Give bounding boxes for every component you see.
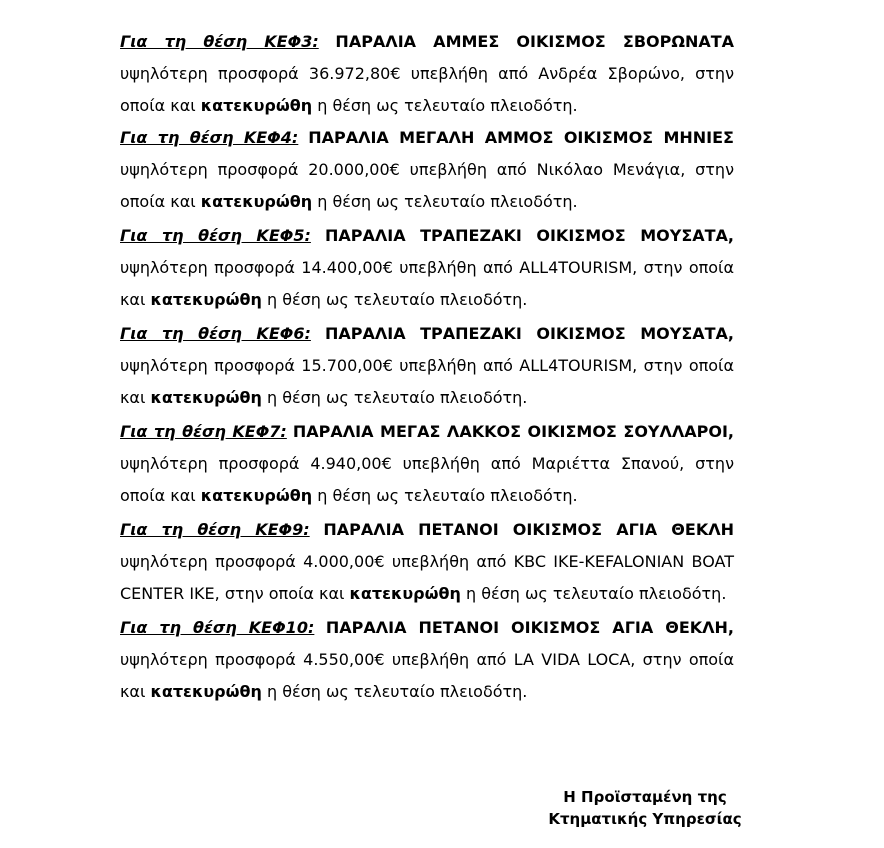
paragraph-text: υψηλότερη προσφορά 36.972,80€ υπεβλήθη από Ανδρέα Σβορώνο, στην οποία και: [120, 64, 734, 115]
keyword: κατεκυρώθη: [200, 192, 313, 211]
paragraph-kef7: [120, 416, 734, 512]
document-body: [120, 26, 734, 710]
position-label: Για τη θέση ΚΕΦ4:: [120, 128, 299, 147]
paragraph-text: υψηλότερη προσφορά 4.940,00€ υπεβλήθη από Μαριέττα Σπανού, στην οποία και: [120, 454, 734, 505]
keyword: κατεκυρώθη: [200, 486, 313, 505]
paragraph-kef10: [120, 612, 734, 708]
position-label: Για τη θέση ΚΕΦ7:: [120, 422, 287, 441]
keyword: κατεκυρώθη: [150, 682, 262, 701]
paragraph-text-end: η θέση ως τελευταίο πλειοδότη.: [261, 682, 528, 701]
position-label: Για τη θέση ΚΕΦ5:: [120, 226, 311, 245]
position-label: Για τη θέση ΚΕΦ9:: [120, 520, 310, 539]
paragraph-text-end: η θέση ως τελευταίο πλειοδότη.: [261, 388, 528, 407]
beach-name: ΠΑΡΑΛΙΑ ΤΡΑΠΕΖΑΚΙ ΟΙΚΙΣΜΟΣ ΜΟΥΣΑΤΑ,: [324, 324, 735, 343]
paragraph-text: υψηλότερη προσφορά 4.550,00€ υπεβλήθη από LA VIDA LOCA, στην οποία και: [120, 650, 734, 701]
paragraph-text: υψηλότερη προσφορά 14.400,00€ υπεβλήθη από ALL4TOURISM, στην οποία και: [120, 258, 734, 309]
paragraph-kef5: [120, 220, 734, 316]
signature-block: [520, 786, 770, 830]
paragraph-text: υψηλότερη προσφορά 15.700,00€ υπεβλήθη από ALL4TOURISM, στην οποία και: [120, 356, 734, 407]
keyword: κατεκυρώθη: [349, 584, 461, 603]
keyword: κατεκυρώθη: [200, 96, 313, 115]
paragraph-kef3: [120, 26, 734, 122]
paragraph-text-end: η θέση ως τελευταίο πλειοδότη.: [460, 584, 727, 603]
paragraph-text-end: η θέση ως τελευταίο πλειοδότη.: [312, 192, 578, 211]
paragraph-text: υψηλότερη προσφορά 4.000,00€ υπεβλήθη από KBC IKE-KEFALONIAN BOAT CENTER IKE, στην οποία και: [120, 552, 734, 603]
paragraph-kef6: [120, 318, 734, 414]
beach-name: ΠΑΡΑΛΙΑ ΜΕΓΑΣ ΛΑΚΚΟΣ ΟΙΚΙΣΜΟΣ ΣΟΥΛΛΑΡΟΙ,: [292, 422, 735, 441]
paragraph-text-end: η θέση ως τελευταίο πλειοδότη.: [312, 96, 578, 115]
beach-name: ΠΑΡΑΛΙΑ ΠΕΤΑΝΟΙ ΟΙΚΙΣΜΟΣ ΑΓΙΑ ΘΕΚΛΗ: [323, 520, 734, 539]
paragraph-kef9: [120, 514, 734, 610]
beach-name: ΠΑΡΑΛΙΑ ΠΕΤΑΝΟΙ ΟΙΚΙΣΜΟΣ ΑΓΙΑ ΘΕΚΛΗ,: [325, 618, 734, 637]
keyword: κατεκυρώθη: [150, 290, 262, 309]
paragraph-kef4: [120, 122, 734, 218]
position-label: Για τη θέση ΚΕΦ10:: [120, 618, 315, 637]
paragraph-text-end: η θέση ως τελευταίο πλειοδότη.: [312, 486, 578, 505]
beach-name: ΠΑΡΑΛΙΑ ΑΜΜΕΣ ΟΙΚΙΣΜΟΣ ΣΒΟΡΩΝΑΤΑ: [335, 32, 735, 51]
beach-name: ΠΑΡΑΛΙΑ ΜΕΓΑΛΗ ΑΜΜΟΣ ΟΙΚΙΣΜΟΣ ΜΗΝΙΕΣ: [308, 128, 734, 147]
signature-department: Κτηματικής Υπηρεσίας: [548, 810, 742, 828]
paragraph-text: υψηλότερη προσφορά 20.000,00€ υπεβλήθη από Νικόλαο Μενάγια, στην οποία και: [120, 160, 734, 211]
position-label: Για τη θέση ΚΕΦ3:: [120, 32, 319, 51]
paragraph-text-end: η θέση ως τελευταίο πλειοδότη.: [261, 290, 528, 309]
signature-title: Η Προϊσταμένη της: [563, 788, 727, 806]
position-label: Για τη θέση ΚΕΦ6:: [120, 324, 311, 343]
beach-name: ΠΑΡΑΛΙΑ ΤΡΑΠΕΖΑΚΙ ΟΙΚΙΣΜΟΣ ΜΟΥΣΑΤΑ,: [324, 226, 735, 245]
keyword: κατεκυρώθη: [150, 388, 262, 407]
